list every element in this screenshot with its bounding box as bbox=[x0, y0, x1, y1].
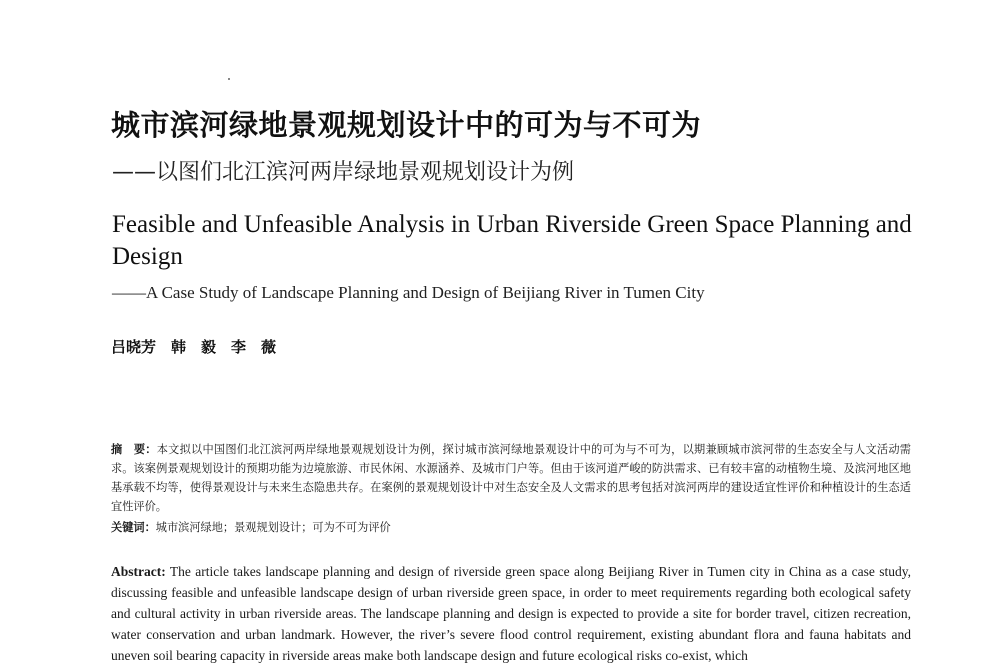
abstract-chinese-text: 本文拟以中国图们北江滨河两岸绿地景观规划设计为例，探讨城市滨河绿地景观设计中的可为与不可为，以期兼顾城市滨河带的生态安全与人文活动需求。该案例景观规划设计的预期功能为边境旅游、市民休闲、水源涵养、及城市门户等。但由于该河道严峻的防洪需求、已有较丰富的动植物生境、及滨河地区地基承载不均等，使得景观设计与未来生态隐患共存。在案例的景观规划设计中对生态安全及人文需求的思考包括对滨河两岸的建设适宜性评价和种植设计的生态适宜性评价。 bbox=[111, 443, 911, 513]
subtitle-chinese: ——以图们北江滨河两岸绿地景观规划设计为例 bbox=[112, 160, 575, 185]
keywords-chinese bbox=[111, 518, 911, 537]
title-english: Feasible and Unfeasible Analysis in Urban Riverside Green Space Planning and Design bbox=[112, 211, 912, 270]
keywords-chinese-text: 城市滨河绿地；景观规划设计；可为不可为评价 bbox=[155, 521, 391, 534]
abstract-english-text: The article takes landscape planning and design of riverside green space along Beijiang River in Tumen city in China as a case study, discussing feasible and unfeasible landscape design of urban riverside green space, in order to meet requirements regarding both ecological safety and cultural activity in urban riverside areas. The landscape planning and design is expected to provide a site for border travel, citizen recreation, water conservation and urban landmark. However, the river’s severe flood control requirement, existing abundant flora and fauna habitats and uneven soil bearing capacity in riverside areas make both landscape design and future ecological risks co-exist, which bbox=[111, 564, 911, 663]
abstract-english bbox=[111, 561, 911, 666]
abstract-chinese-label: 摘 要： bbox=[111, 443, 157, 456]
abstract-chinese bbox=[111, 440, 911, 516]
authors: 吕晓芳 韩 毅 李 薇 bbox=[111, 338, 277, 356]
abstract-english-label: Abstract: bbox=[111, 564, 166, 579]
title-chinese: 城市滨河绿地景观规划设计中的可为与不可为 bbox=[111, 108, 702, 142]
subtitle-english: ——A Case Study of Landscape Planning and Design of Beijiang River in Tumen City bbox=[112, 283, 705, 302]
keywords-chinese-label: 关键词： bbox=[111, 521, 156, 534]
scan-speck bbox=[228, 78, 230, 80]
